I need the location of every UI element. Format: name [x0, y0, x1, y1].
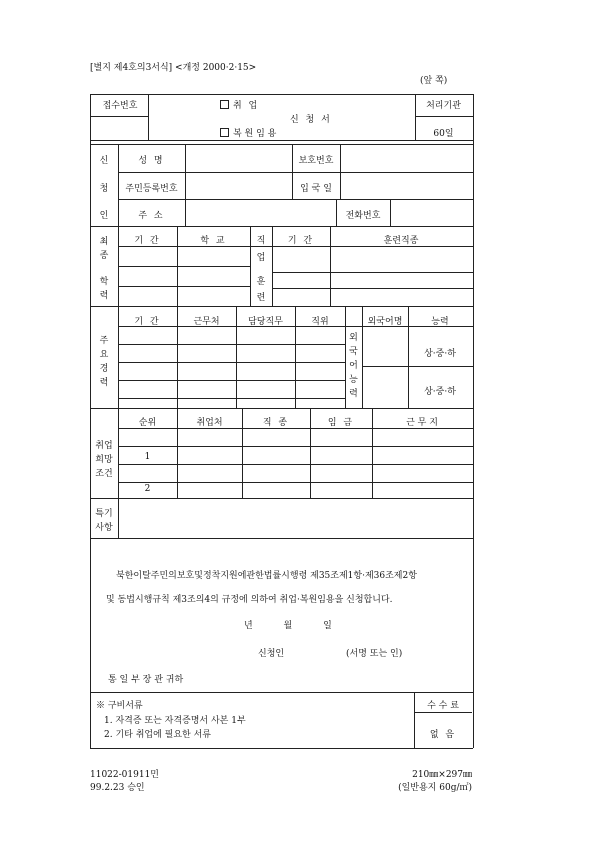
language-group-label-3: 어 — [349, 361, 358, 371]
required-doc-1: 1. 자격증 또는 자격증명서 사본 1부 — [104, 716, 246, 726]
resident-number-label: 주민등록번호 — [125, 184, 178, 194]
form-title: 신 청 서 — [290, 115, 332, 125]
protection-number-field[interactable] — [341, 146, 471, 170]
form-code: 11022-01911민 — [90, 770, 159, 780]
applicant-group-label-2: 청 — [99, 184, 109, 194]
applicant-signature-label: 신청인 — [258, 649, 285, 659]
training-type-label: 훈련직종 — [383, 236, 419, 246]
applicant-group-label-1: 신 — [99, 156, 109, 166]
training-group-label-1: 직 — [256, 236, 266, 246]
checkbox-reinstatement[interactable] — [220, 128, 229, 137]
language-group-label-2: 국 — [349, 347, 358, 357]
phone-label: 전화번호 — [345, 211, 381, 221]
work-location-label: 근 무 지 — [406, 418, 438, 428]
notes-label-1: 특기 — [95, 509, 113, 519]
name-field[interactable] — [186, 146, 291, 170]
sign-or-seal: (서명 또는 인) — [346, 649, 403, 659]
training-group-label-2: 업 — [256, 253, 266, 263]
training-group-label-3: 훈 — [256, 277, 266, 287]
rank-label: 순위 — [138, 418, 157, 428]
workplace-label: 근무처 — [193, 317, 220, 327]
training-group-label-4: 련 — [256, 293, 266, 303]
language-group-label-4: 능 — [349, 375, 358, 385]
desired-workplace-label: 취업처 — [196, 418, 223, 428]
form-number: [별지 제4호의3서식] <개정 2000·2·15> — [90, 63, 257, 73]
education-group-label-3: 학 — [99, 277, 109, 287]
fee-label: 수 수 료 — [427, 701, 459, 711]
checkbox-employment[interactable] — [220, 100, 229, 109]
position-label: 직위 — [311, 317, 329, 327]
notes-label-2: 사항 — [95, 523, 113, 533]
training-period-label: 기 간 — [287, 236, 315, 246]
paper-type: (일반용지 60g/㎡) — [398, 783, 472, 793]
date-line: 년 월 일 — [244, 621, 332, 631]
phone-field[interactable] — [391, 201, 471, 225]
receipt-number-label: 접수번호 — [102, 101, 138, 111]
applicant-group-label-3: 인 — [99, 211, 109, 221]
declaration-line-1: 북한이탈주민의보호및정착지원에관한법률시행령 제35조제1항·제36조제2항 — [116, 571, 417, 581]
option-employment[interactable]: 취 업 — [220, 98, 259, 111]
name-label: 성 명 — [138, 156, 165, 166]
ability-level-1[interactable]: 상·중·하 — [424, 349, 456, 359]
language-group-label-1: 외 — [349, 333, 358, 343]
paper-size: 210㎜×297㎜ — [412, 770, 472, 780]
job-type-label: 직 종 — [262, 418, 290, 428]
language-name-label: 외국어명 — [367, 317, 403, 327]
declaration-line-2: 및 동법시행규칙 제3조의4의 규정에 의하여 취업·복원임용을 신청합니다. — [106, 595, 393, 605]
education-group-label-2: 종 — [99, 251, 109, 261]
fee-value: 없 음 — [429, 730, 457, 740]
wage-label: 임 금 — [327, 418, 355, 428]
required-doc-2: 2. 기타 취업에 필요한 서류 — [104, 730, 211, 740]
duty-label: 담당직무 — [248, 317, 283, 327]
career-group-label-3: 경 — [99, 364, 109, 374]
rank-2: 2 — [144, 484, 151, 494]
education-group-label-4: 력 — [99, 291, 109, 301]
wish-group-label-2: 희망 — [95, 455, 113, 465]
ability-label: 능력 — [431, 317, 449, 327]
rank-1: 1 — [144, 452, 151, 462]
processing-agency-label: 처리기관 — [426, 101, 461, 111]
option-reinstatement[interactable]: 복 원 임 용 — [220, 126, 276, 139]
school-label: 학 교 — [200, 236, 227, 246]
career-group-label-2: 요 — [99, 350, 109, 360]
addressee: 통 일 부 장 관 귀하 — [108, 675, 184, 685]
wish-group-label-1: 취업 — [95, 441, 113, 451]
language-group-label-5: 력 — [349, 389, 358, 399]
required-docs-title: ※ 구비서류 — [96, 701, 143, 711]
approval-date: 99.2.23 승인 — [90, 783, 145, 793]
career-period-label: 기 간 — [134, 317, 161, 327]
education-group-label-1: 최 — [99, 237, 109, 247]
wish-group-label-3: 조건 — [95, 469, 113, 479]
career-group-label-1: 주 — [99, 336, 109, 346]
protection-number-label: 보호번호 — [298, 156, 334, 166]
address-field[interactable] — [186, 201, 335, 225]
processing-period: 60일 — [433, 129, 454, 139]
page-side-label: (앞 쪽) — [420, 76, 448, 86]
resident-number-field[interactable] — [186, 174, 291, 198]
education-period-label: 기 간 — [134, 236, 161, 246]
address-label: 주 소 — [138, 211, 165, 221]
ability-level-2[interactable]: 상·중·하 — [424, 387, 456, 397]
notes-field[interactable] — [120, 500, 470, 536]
career-group-label-4: 력 — [99, 378, 109, 388]
entry-date-field[interactable] — [341, 174, 471, 198]
entry-date-label: 입 국 일 — [300, 184, 332, 194]
